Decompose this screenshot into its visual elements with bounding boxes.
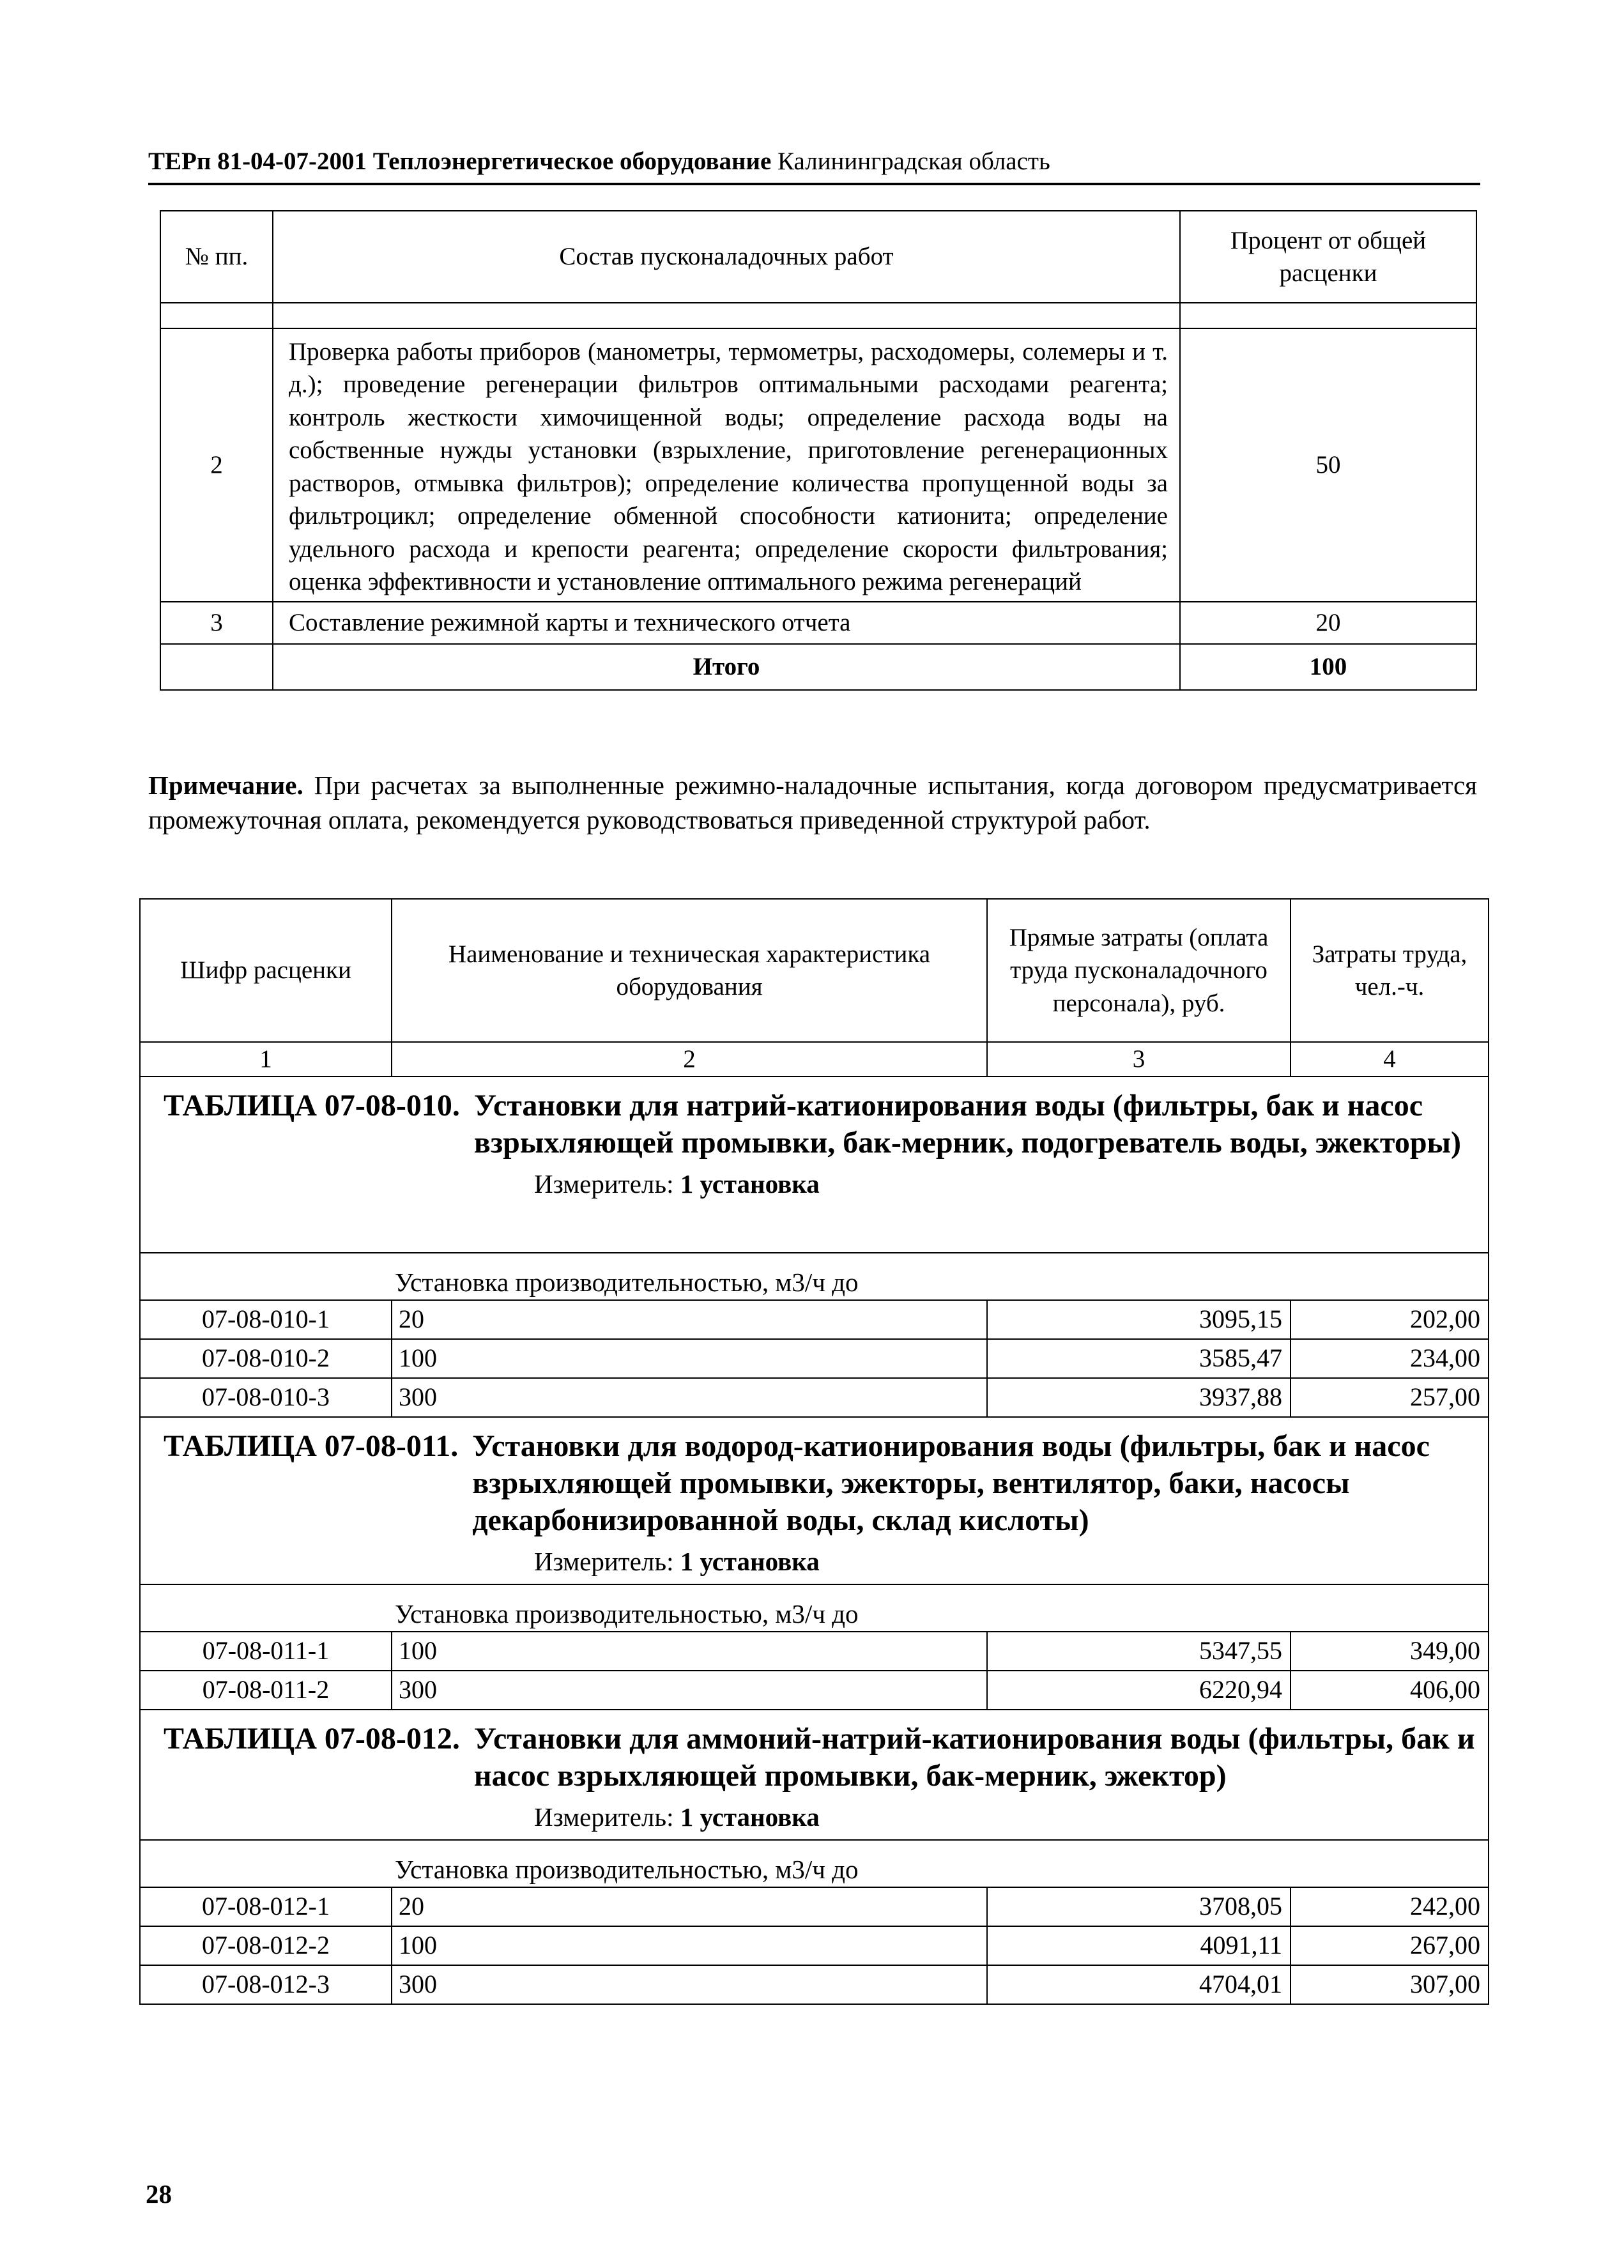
capacity-subheader: Установка производительностью, м3/ч до	[140, 1840, 1489, 1887]
direct-cost: 6220,94	[987, 1671, 1291, 1710]
unit-value: 1 установка	[680, 1547, 820, 1576]
capacity-subheader: Установка производительностью, м3/ч до	[140, 1253, 1489, 1300]
capacity-value: 100	[392, 1926, 987, 1965]
col-number: 4	[1291, 1042, 1489, 1077]
unit-label: Измеритель:	[534, 1169, 674, 1199]
rate-code: 07-08-012-1	[140, 1887, 392, 1926]
rate-code: 07-08-011-1	[140, 1632, 392, 1671]
col-number: 3	[987, 1042, 1291, 1077]
capacity-value: 20	[392, 1887, 987, 1926]
col-header-direct-cost: Прямые затраты (оплата труда пусконаладочного персонала), руб.	[987, 899, 1291, 1042]
header-rule	[148, 183, 1480, 185]
col-header-composition: Состав пусконаладочных работ	[273, 211, 1180, 303]
table-row	[140, 1926, 1489, 1965]
direct-cost: 3095,15	[987, 1300, 1291, 1339]
col-header-labor: Затраты труда, чел.-ч.	[1291, 899, 1489, 1042]
unit-value: 1 установка	[680, 1802, 820, 1832]
group-code: ТАБЛИЦА 07-08-011.	[164, 1429, 459, 1463]
direct-cost: 3585,47	[987, 1339, 1291, 1378]
labor-cost: 267,00	[1291, 1926, 1489, 1965]
capacity-value: 300	[392, 1378, 987, 1417]
rate-code: 07-08-012-3	[140, 1965, 392, 2004]
total-value: 100	[1180, 644, 1476, 690]
note-paragraph	[148, 768, 1477, 837]
group-title: Установки для натрий-катионирования воды (фильтры, бак и насос взрыхляющей промывки, бак-мерник, подогреватель воды, эжекторы)	[473, 1089, 1461, 1160]
works-composition-table	[160, 210, 1477, 691]
table-row	[160, 328, 1476, 602]
total-label: Итого	[273, 644, 1180, 690]
capacity-value: 300	[392, 1671, 987, 1710]
table-row	[140, 1671, 1489, 1710]
table-row	[140, 1300, 1489, 1339]
rate-code: 07-08-010-1	[140, 1300, 392, 1339]
row-percent: 20	[1180, 602, 1476, 644]
direct-cost: 4091,11	[987, 1926, 1291, 1965]
rate-code: 07-08-010-3	[140, 1378, 392, 1417]
direct-cost: 3708,05	[987, 1887, 1291, 1926]
labor-cost: 307,00	[1291, 1965, 1489, 2004]
direct-cost: 4704,01	[987, 1965, 1291, 2004]
table-total-row	[160, 644, 1476, 690]
row-number: 2	[160, 328, 273, 602]
capacity-value: 20	[392, 1300, 987, 1339]
table-row	[140, 1965, 1489, 2004]
group-code: ТАБЛИЦА 07-08-010.	[164, 1089, 460, 1123]
row-percent: 50	[1180, 328, 1476, 602]
subheader-row	[140, 1253, 1489, 1300]
group-unit	[164, 1167, 1480, 1201]
col-header-code: Шифр расценки	[140, 899, 392, 1042]
subheader-row	[140, 1584, 1489, 1632]
labor-cost: 242,00	[1291, 1887, 1489, 1926]
table-row	[140, 1887, 1489, 1926]
group-unit	[164, 1800, 1480, 1834]
labor-cost: 202,00	[1291, 1300, 1489, 1339]
table-row	[160, 602, 1476, 644]
capacity-value: 100	[392, 1339, 987, 1378]
header-title: Теплоэнергетическое оборудование	[372, 148, 772, 175]
group-title: Установки для водород-катионирования воды (фильтры, бак и насос взрыхляющей промывки, эжекторы, вентилятор, баки, насосы декарбонизированной воды, склад кислоты)	[472, 1429, 1430, 1537]
table-header-row	[140, 899, 1489, 1042]
col-header-number: № пп.	[160, 211, 273, 303]
table-spacer-row	[160, 303, 1476, 328]
rate-code: 07-08-012-2	[140, 1926, 392, 1965]
header-code: ТЕРп 81-04-07-2001	[148, 148, 367, 175]
capacity-subheader: Установка производительностью, м3/ч до	[140, 1584, 1489, 1632]
row-number: 3	[160, 602, 273, 644]
group-heading-row	[140, 1710, 1489, 1840]
capacity-value: 300	[392, 1965, 987, 2004]
note-label: Примечание.	[148, 770, 303, 800]
labor-cost: 406,00	[1291, 1671, 1489, 1710]
table-row	[140, 1632, 1489, 1671]
group-heading-row	[140, 1417, 1489, 1584]
labor-cost: 234,00	[1291, 1339, 1489, 1378]
col-number: 1	[140, 1042, 392, 1077]
table-row	[140, 1339, 1489, 1378]
column-number-row	[140, 1042, 1489, 1077]
col-number: 2	[392, 1042, 987, 1077]
labor-cost: 349,00	[1291, 1632, 1489, 1671]
header-region: Калининградская область	[778, 148, 1050, 175]
running-header	[148, 147, 1480, 183]
rate-code: 07-08-011-2	[140, 1671, 392, 1710]
group-unit	[164, 1544, 1480, 1579]
direct-cost: 3937,88	[987, 1378, 1291, 1417]
table-header-row	[160, 211, 1476, 303]
group-heading-row	[140, 1077, 1489, 1253]
capacity-value: 100	[392, 1632, 987, 1671]
col-header-name: Наименование и техническая характеристика оборудования	[392, 899, 987, 1042]
unit-label: Измеритель:	[534, 1547, 674, 1576]
col-header-percent: Процент от общей расценки	[1180, 211, 1476, 303]
unit-label: Измеритель:	[534, 1802, 674, 1832]
unit-value: 1 установка	[680, 1169, 820, 1199]
note-text: При расчетах за выполненные режимно-наладочные испытания, когда договором предусматривается промежуточная оплата, рекомендуется руководствоваться приведенной структурой работ.	[148, 770, 1477, 834]
group-code: ТАБЛИЦА 07-08-012.	[164, 1722, 460, 1756]
rate-code: 07-08-010-2	[140, 1339, 392, 1378]
page-number: 28	[146, 2179, 172, 2209]
labor-cost: 257,00	[1291, 1378, 1489, 1417]
row-description: Проверка работы приборов (манометры, термометры, расходомеры, солемеры и т. д.); проведение регенерации фильтров оптимальными расходами реагента; контроль жесткости химочищенной воды; определение расхода воды на собственные нужды установки (взрыхление, приготовление регенерационных растворов, отмывка фильтров); определение количества пропущенной воды за фильтроцикл; определение обменной способности катионита; определение удельного расхода и крепости реагента; определение скорости фильтрования; оценка эффективности и установление оптимального режима регенераций	[273, 328, 1180, 602]
row-description: Составление режимной карты и технического отчета	[273, 602, 1180, 644]
group-title: Установки для аммоний-натрий-катионирования воды (фильтры, бак и насос взрыхляющей промывки, бак-мерник, эжектор)	[473, 1722, 1475, 1793]
direct-cost: 5347,55	[987, 1632, 1291, 1671]
table-row	[140, 1378, 1489, 1417]
subheader-row	[140, 1840, 1489, 1887]
price-table	[139, 898, 1489, 2005]
